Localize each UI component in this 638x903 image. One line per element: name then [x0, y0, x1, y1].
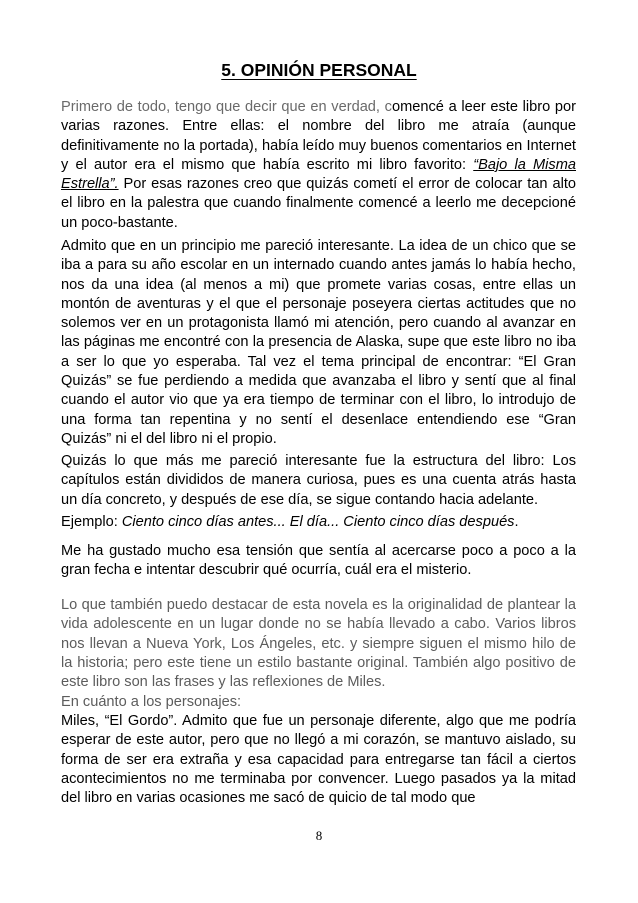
paragraph-tension: Me ha gustado mucho esa tensión que sentía al acercarse poco a poco a la gran fecha e intentar descubrir qué ocurría, cuál era el misterio. — [61, 543, 576, 579]
paragraph-intro — [61, 98, 576, 233]
page-title: 5. OPINIÓN PERSONAL — [221, 60, 417, 80]
book-title-link[interactable]: “Bajo la Misma Estrella”. — [61, 156, 576, 193]
paragraph-structure: Quizás lo que más me pareció interesante fue la estructura del libro: Los capítulos están divididos de manera curiosa, pues es una cuenta atrás hasta un día concreto, y después de ese día, se sigue contando hacia adelante. — [61, 453, 576, 508]
page-number: 8 — [315, 828, 323, 843]
intro-text: omencé a leer este libro por varias razones. Entre ellas: el nombre del libro me atraía (aunque definitivamente no la portada), había leído muy buenos comentarios en Internet y el autor era el mismo que había escrito mi libro favorito: — [61, 99, 576, 173]
paragraph-example — [61, 513, 576, 532]
paragraph-originality: Lo que también puedo destacar de esta novela es la originalidad de plantear la vida adolescente en un lugar donde no se había llevado a cabo. Varios libros nos llevan a Nueva York, Los Ángeles, etc. y siempre siguen el mismo hilo de la historia; pero este tiene un estilo bastante original. También algo positivo de este libro son las frases y las reflexiones de Miles. — [61, 597, 576, 691]
paragraph-miles: Miles, “El Gordo”. Admito que fue un personaje diferente, algo que me podría esperar de este autor, pero que no llegó a mi corazón, se mantuvo aislado, su forma de ser era extraña y esa capacidad para entregarse tan fácil a ciertos acontecimientos no me terminaba por convencer. Luego pasados ya la mitad del libro en varias ocasiones me sacó de quicio de tal modo que — [61, 713, 576, 807]
example-end: . — [514, 514, 519, 530]
paragraph-first-impression: Admito que en un principio me pareció interesante. La idea de un chico que se iba a para su año escolar en un internado cuando antes jamás lo había hecho, nos da una idea (al menos a mi) que promete varias cosas, entre ellas un montón de aventuras y el que el personaje poseyera ciertas actitudes que no solemos ver en un protagonista llamó mi atención, pero cuando al avanzar en las páginas me encontré con la presencia de Alaska, supe que este libro no iba a ser lo que yo esperaba. Tal vez el tema principal de encontrar: “El Gran Quizás” se fue perdiendo a medida que avanzaba el libro y sentí que al final cuando el autor vio que ya era tiempo de terminar con el libro, lo introdujo de una forma tan repentina y no sentí el desenlace entendiendo ese “Gran Quizás” ni el del libro ni el propio. — [61, 238, 576, 447]
example-label: Ejemplo: — [61, 514, 122, 530]
intro-lead-text: Primero de todo, tengo que decir que en verdad, c — [61, 99, 392, 115]
characters-heading: En cuánto a los personajes: — [61, 694, 242, 710]
example-text: Ciento cinco días antes... El día... Ciento cinco días después — [121, 514, 515, 530]
intro-text-end: Por esas razones creo que quizás cometí el error de colocar tan alto el libro en la palestra que cuando finalmente comencé a leerlo me decepcioné un poco-bastante. — [61, 176, 576, 231]
